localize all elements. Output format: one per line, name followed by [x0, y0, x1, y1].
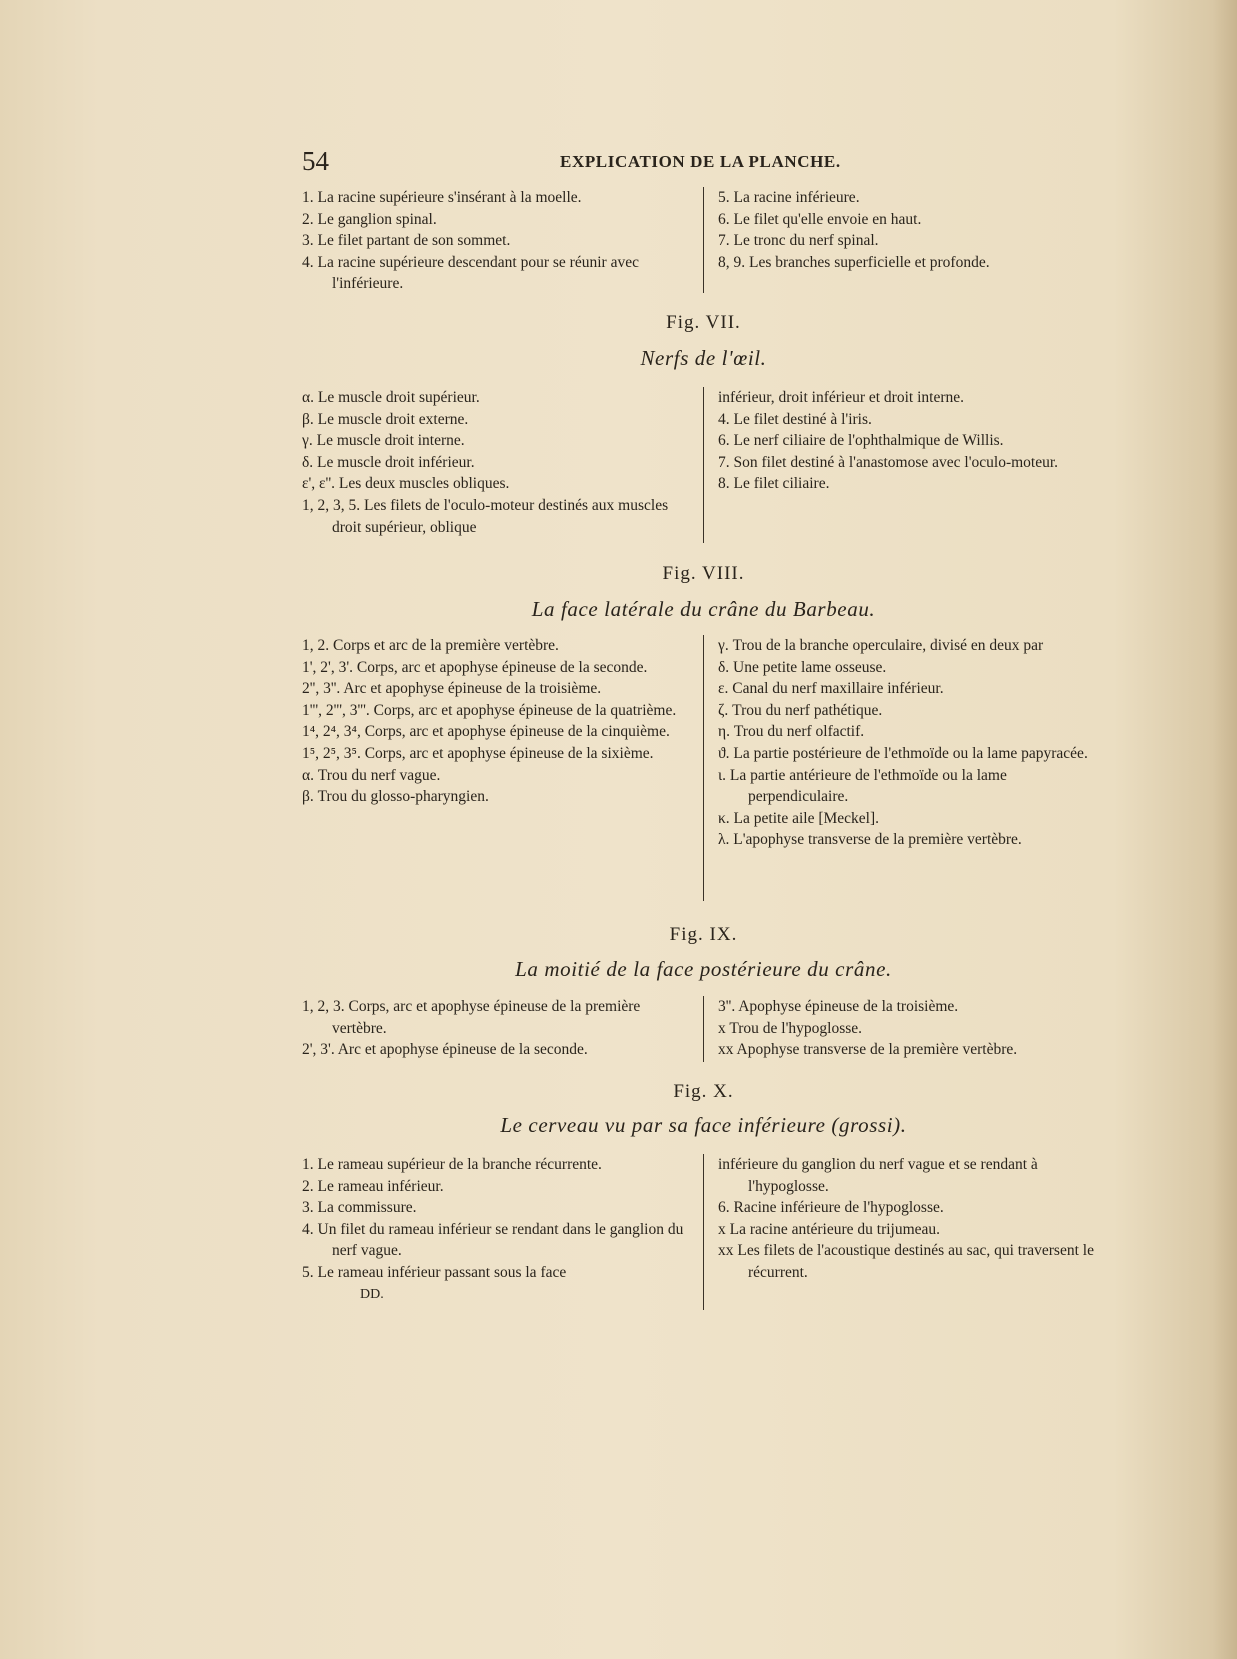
- legend-item: 7. Le tronc du nerf spinal.: [718, 232, 879, 250]
- legend-item: β. Le muscle droit externe.: [302, 410, 469, 428]
- legend-top-left: [302, 187, 703, 295]
- legend-item: ε. Canal du nerf maxillaire inférieur.: [718, 680, 944, 698]
- legend-item: 1. Le rameau supérieur de la branche récurrente.: [302, 1156, 602, 1173]
- legend-fig-8-left: [302, 635, 703, 901]
- legend-item: 1⁴, 2⁴, 3⁴, Corps, arc et apophyse épineuse de la cinquième.: [302, 723, 670, 741]
- legend-item: η. Trou du nerf olfactif.: [718, 723, 865, 741]
- legend-item: inférieure du ganglion du nerf vague et se rendant à l'hypoglosse.: [718, 1156, 1038, 1195]
- legend-item: 1. La racine supérieure s'insérant à la moelle.: [302, 189, 582, 206]
- legend-top: [302, 187, 1105, 295]
- legend-fig-8: [302, 635, 1105, 901]
- legend-item: δ. Le muscle droit inférieur.: [302, 453, 475, 471]
- legend-item: x La racine antérieure du trijumeau.: [718, 1220, 941, 1238]
- fig-10-caption: Le cerveau vu par sa face inférieure (grossi).: [500, 1113, 907, 1137]
- legend-item: 2. Le ganglion spinal.: [302, 210, 437, 228]
- legend-item: 1', 2', 3'. Corps, arc et apophyse épineuse de la seconde.: [302, 658, 648, 676]
- legend-item: xx Apophyse transverse de la première vertèbre.: [718, 1041, 1018, 1059]
- fig-9-caption: La moitié de la face postérieure du crâne.: [515, 957, 892, 981]
- legend-item: inférieur, droit inférieur et droit interne.: [718, 389, 964, 406]
- legend-item: α. Trou du nerf vague.: [302, 766, 441, 784]
- legend-item: β. Trou du glosso-pharyngien.: [302, 788, 489, 806]
- running-title: EXPLICATION DE LA PLANCHE.: [560, 152, 841, 171]
- legend-item: 6. Racine inférieure de l'hypoglosse.: [718, 1199, 944, 1217]
- legend-item: ι. La partie antérieure de l'ethmoïde ou la lame perpendiculaire.: [718, 766, 1007, 806]
- legend-item: 5. La racine inférieure.: [718, 189, 860, 206]
- legend-fig-10: [302, 1154, 1105, 1310]
- legend-item: γ. Le muscle droit interne.: [302, 432, 465, 450]
- fig-10-label: Fig. X.: [673, 1081, 734, 1102]
- legend-fig-9: [302, 996, 1105, 1062]
- legend-item: 4. La racine supérieure descendant pour se réunir avec l'inférieure.: [302, 253, 639, 293]
- legend-item: 8. Le filet ciliaire.: [718, 475, 830, 493]
- legend-item: 2', 3'. Arc et apophyse épineuse de la seconde.: [302, 1041, 588, 1059]
- legend-item: δ. Une petite lame osseuse.: [718, 658, 887, 676]
- legend-item: 1''', 2''', 3'''. Corps, arc et apophyse épineuse de la quatrième.: [302, 701, 677, 719]
- fig-7-caption: Nerfs de l'œil.: [640, 346, 767, 370]
- legend-item: 6. Le nerf ciliaire de l'ophthalmique de Willis.: [718, 432, 1004, 450]
- legend-item: x Trou de l'hypoglosse.: [718, 1019, 863, 1037]
- legend-fig-10-left: [302, 1154, 703, 1310]
- legend-item: κ. La petite aile [Meckel].: [718, 809, 880, 827]
- legend-item: ε', ε''. Les deux muscles obliques.: [302, 475, 510, 493]
- fig-8-label: Fig. VIII.: [662, 563, 745, 584]
- fig-8-caption: La face latérale du crâne du Barbeau.: [531, 597, 876, 621]
- signature: DD.: [360, 1286, 384, 1302]
- header: [302, 146, 1105, 176]
- legend-item: ϑ. La partie postérieure de l'ethmoïde ou la lame papyracée.: [718, 744, 1088, 762]
- legend-fig-8-right: [703, 635, 1105, 901]
- legend-fig-7: [302, 387, 1105, 543]
- legend-item: 8, 9. Les branches superficielle et profonde.: [718, 253, 990, 271]
- legend-item: 2. Le rameau inférieur.: [302, 1177, 444, 1195]
- legend-item: ζ. Trou du nerf pathétique.: [718, 701, 883, 719]
- legend-item: 1, 2, 3, 5. Les filets de l'oculo-moteur destinés aux muscles droit supérieur, oblique: [302, 496, 669, 536]
- legend-item: γ. Trou de la branche operculaire, divisé en deux par: [718, 637, 1044, 654]
- legend-item: 3. Le filet partant de son sommet.: [302, 232, 511, 250]
- legend-fig-9-right: [703, 996, 1105, 1062]
- legend-item: 1, 2, 3. Corps, arc et apophyse épineuse de la première vertèbre.: [302, 998, 641, 1037]
- legend-item: 3. La commissure.: [302, 1199, 417, 1217]
- legend-item: 4. Le filet destiné à l'iris.: [718, 410, 872, 428]
- page-number: 54: [302, 146, 329, 176]
- legend-item: 5. Le rameau inférieur passant sous la face: [302, 1263, 567, 1281]
- legend-item: λ. L'apophyse transverse de la première vertèbre.: [718, 831, 1022, 849]
- legend-item: 1⁵, 2⁵, 3⁵. Corps, arc et apophyse épineuse de la sixième.: [302, 744, 654, 762]
- legend-item: 4. Un filet du rameau inférieur se rendant dans le ganglion du nerf vague.: [302, 1220, 684, 1260]
- legend-item: 6. Le filet qu'elle envoie en haut.: [718, 210, 922, 228]
- fig-7-label: Fig. VII.: [666, 312, 741, 333]
- legend-item: 7. Son filet destiné à l'anastomose avec l'oculo-moteur.: [718, 453, 1059, 471]
- fig-9-label: Fig. IX.: [669, 924, 738, 945]
- legend-top-right: [703, 187, 1105, 293]
- legend-item: 2'', 3''. Arc et apophyse épineuse de la troisième.: [302, 680, 602, 698]
- legend-item: 3''. Apophyse épineuse de la troisième.: [718, 998, 959, 1015]
- legend-fig-10-right: [703, 1154, 1105, 1310]
- legend-fig-7-left: [302, 387, 703, 543]
- legend-fig-9-left: [302, 996, 703, 1062]
- legend-item: xx Les filets de l'acoustique destinés au sac, qui traversent le récurrent.: [718, 1242, 1094, 1281]
- legend-item: α. Le muscle droit supérieur.: [302, 389, 480, 406]
- legend-item: 1, 2. Corps et arc de la première vertèbre.: [302, 637, 559, 654]
- legend-fig-7-right: [703, 387, 1105, 543]
